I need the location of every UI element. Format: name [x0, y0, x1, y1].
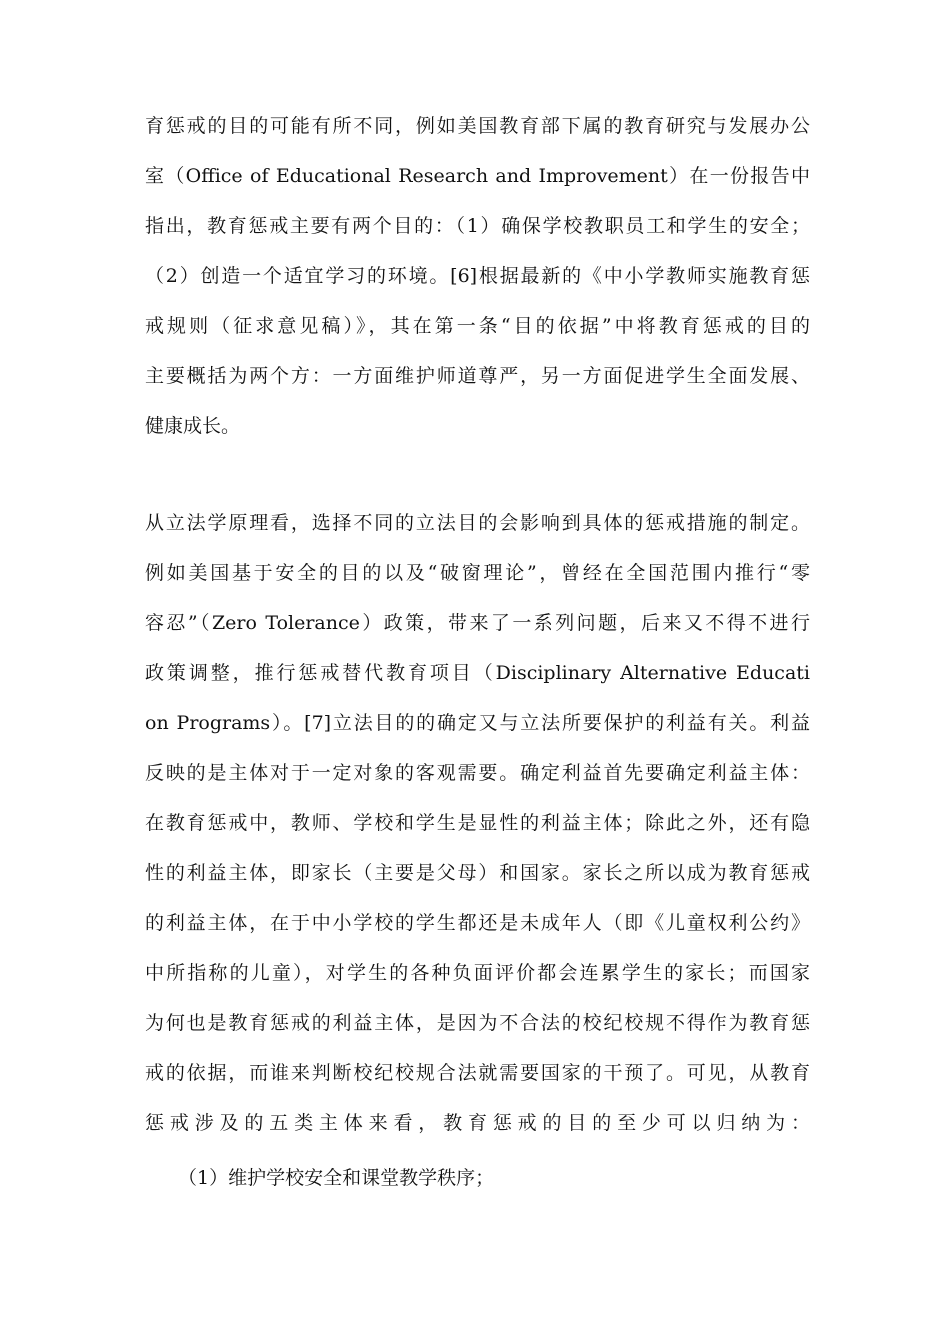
text-line: 指出，教育惩戒主要有两个目的：（1）确保学校教职员工和学生的安全；	[145, 215, 810, 237]
text-line: （2）创造一个适宜学习的环境。[6]根据最新的《中小学教师实施教育惩	[145, 265, 810, 287]
text-line: 从立法学原理看，选择不同的立法目的会影响到具体的惩戒措施的制定。	[145, 512, 810, 534]
text-line: 育惩戒的目的可能有所不同，例如美国教育部下属的教育研究与发展办公	[145, 115, 810, 137]
list-item-text: （1）维护学校安全和课堂教学秩序；	[178, 1167, 495, 1189]
text-line: 主要概括为两个方：一方面维护师道尊严，另一方面促进学生全面发展、	[145, 365, 810, 387]
text-line: 室（Office of Educational Research and Improvement）在一份报告中	[145, 165, 810, 187]
paragraph-legislative-purpose	[145, 498, 810, 1198]
text-line: 戒规则（征求意见稿）》，其在第一条“目的依据”中将教育惩戒的目的	[145, 315, 810, 337]
text-line: 为何也是教育惩戒的利益主体，是因为不合法的校纪校规不得作为教育惩	[145, 1012, 810, 1034]
text-line: 中所指称的儿童），对学生的各种负面评价都会连累学生的家长；而国家	[145, 962, 810, 984]
text-line: 政策调整，推行惩戒替代教育项目（Disciplinary Alternative Educati	[145, 662, 810, 684]
text-line: 例如美国基于安全的目的以及“破窗理论”，曾经在全国范围内推行“零	[145, 562, 810, 584]
paragraph-education-discipline-purpose	[145, 101, 810, 451]
text-line: on Programs）。[7]立法目的的确定又与立法所要保护的利益有关。利益	[145, 712, 810, 734]
text-line: 惩戒涉及的五类主体来看，教育惩戒的目的至少可以归纳为：	[145, 1112, 810, 1134]
text-line: 反映的是主体对于一定对象的客观需要。确定利益首先要确定利益主体：	[145, 762, 810, 784]
text-line: 戒的依据，而谁来判断校纪校规合法就需要国家的干预了。可见，从教育	[145, 1062, 810, 1084]
text-line: 在教育惩戒中，教师、学校和学生是显性的利益主体；除此之外，还有隐	[145, 812, 810, 834]
list-item-purpose-1	[178, 1153, 810, 1203]
text-line: 性的利益主体，即家长（主要是父母）和国家。家长之所以成为教育惩戒	[145, 862, 810, 884]
text-line: 容忍”（Zero Tolerance）政策，带来了一系列问题，后来又不得不进行	[145, 612, 810, 634]
text-line: 的利益主体，在于中小学校的学生都还是未成年人（即《儿童权利公约》	[145, 912, 810, 934]
text-line: 健康成长。	[145, 415, 241, 437]
